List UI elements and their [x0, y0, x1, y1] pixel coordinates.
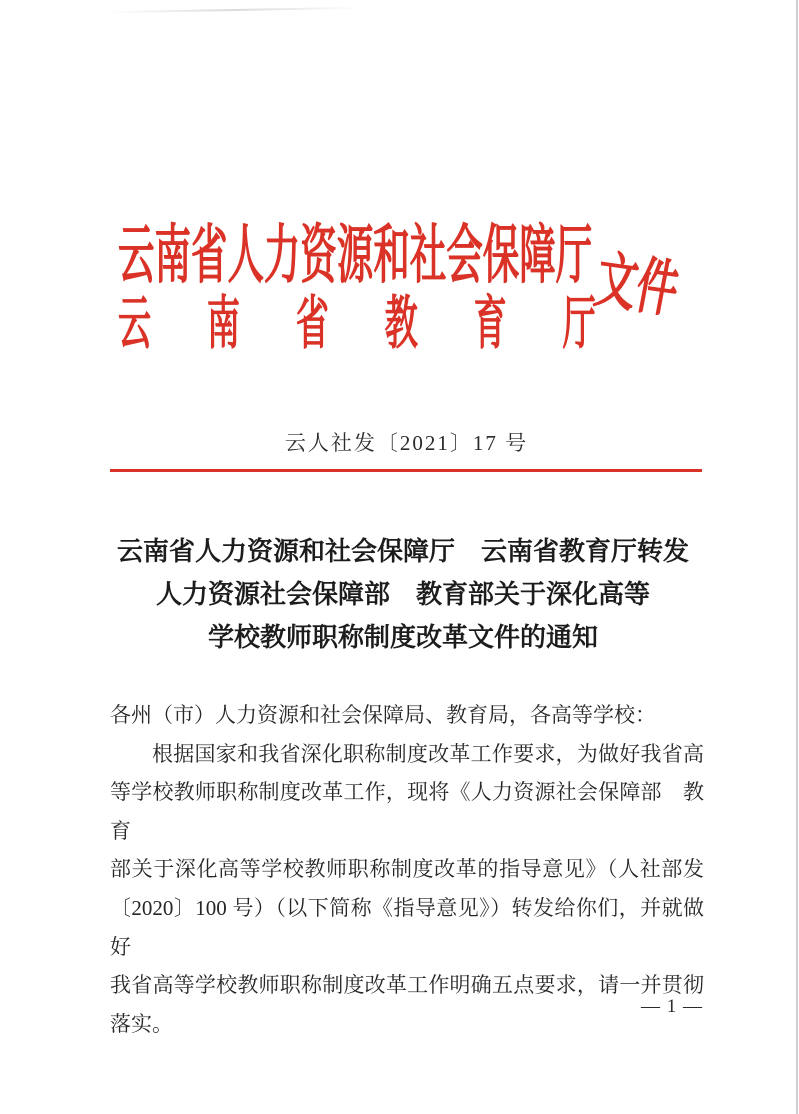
letterhead-org-line1-text: 云南省人力资源和社会保障厅 [118, 220, 593, 291]
letterhead-org-line2-text: 云南省教育厅 [118, 291, 652, 356]
body-line: 我省高等学校教师职称制度改革工作明确五点要求，请一并贯彻 [110, 973, 704, 998]
document-number: 云人社发〔2021〕17 号 [284, 431, 529, 455]
letterhead-org-line2 [118, 291, 799, 356]
letterhead-org-line1 [118, 222, 799, 289]
document-title-line1: 云南省人力资源和社会保障厅 云南省教育厅转发 [116, 537, 689, 566]
page-number: — 1 — [641, 996, 703, 1017]
body-line-last: 落实。 [110, 1011, 173, 1036]
body-line: 等学校教师职称制度改革工作，现将《人力资源社会保障部 教育 [110, 780, 704, 843]
body-salutation: 各州（市）人力资源和社会保障局、教育局，各高等学校： [110, 703, 656, 727]
document-title-line2: 人力资源社会保障部 教育部关于深化高等 [155, 580, 650, 609]
scan-artifact-top [110, 7, 360, 13]
body-line: 〔2020〕100 号）（以下简称《指导意见》）转发给你们，并就做好 [110, 895, 704, 959]
letterhead-side-label: 文件 [589, 247, 684, 326]
document-title-line3: 学校教师职称制度改革文件的通知 [207, 623, 598, 652]
red-divider-rule [110, 469, 702, 472]
scan-artifact-right-edge [796, 0, 798, 1114]
body-line: 部关于深化高等学校教师职称制度改革的指导意见》（人社部发 [110, 857, 704, 882]
document-title [100, 530, 706, 659]
body-line: 根据国家和我省深化职称制度改革工作要求，为做好我省高 [152, 741, 704, 766]
document-body [110, 696, 704, 1043]
